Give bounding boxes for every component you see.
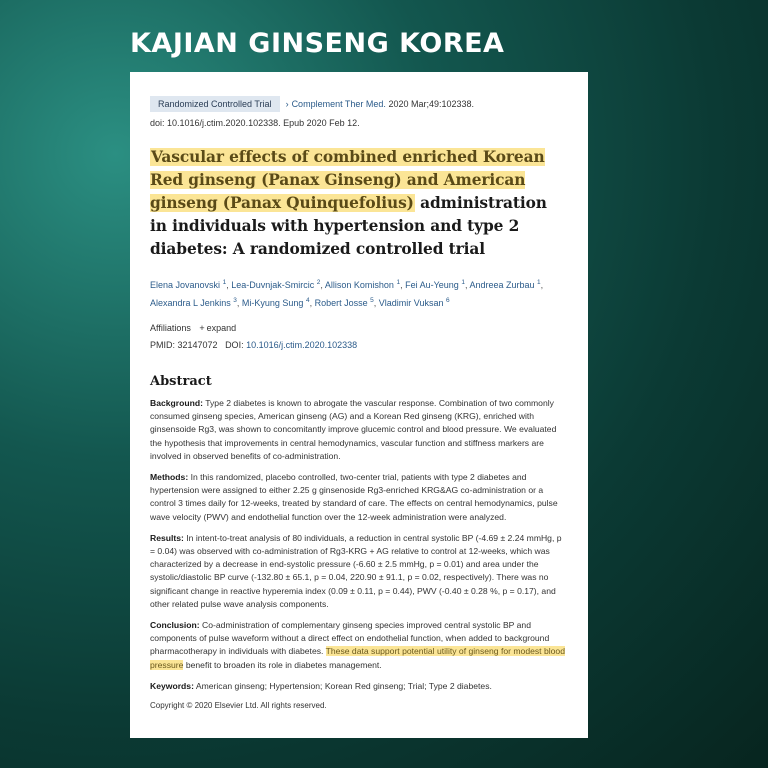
keywords: Keywords: American ginseng; Hypertension; Korean Red ginseng; Trial; Type 2 diabetes.	[150, 680, 492, 691]
chevron-right-icon: ›	[285, 99, 289, 109]
article-type-badge: Randomized Controlled Trial	[150, 96, 280, 112]
doi-label: DOI:	[225, 340, 244, 350]
title-rest: administration in individuals with hypertension and type 2 diabetes: A randomized controlled trial	[150, 194, 547, 258]
article-card	[130, 72, 588, 738]
author-link[interactable]: Alexandra L Jenkins $^3$	[150, 297, 237, 308]
title-highlight: Vascular effects of combined enriched Korean Red ginseng (Panax Ginseng) and American ginseng (Panax Quinquefolius)	[150, 148, 545, 212]
abstract-methods: Methods: In this randomized, placebo controlled, two-center trial, patients with type 2 diabetes and hypertension were assigned to either 2.25 g ginsenoside Rg3-enriched KRG&AG co-administration or a control 3 times daily for 12-weeks, treated by standard of care. The effects on central hemodynamics, pulse wave velocity (PWV) and endothelial function over the 12-week administration were analyzed.	[150, 472, 558, 522]
author-link[interactable]: Vladimir Vuksan $^6$	[378, 297, 450, 308]
conclusion-highlight: These data support potential utility of ginseng for modest blood pressure	[150, 646, 565, 670]
affiliations-label: Affiliations	[150, 323, 191, 333]
abstract-heading: Abstract	[150, 374, 212, 389]
article-title	[150, 146, 566, 261]
doi-line: doi: 10.1016/j.ctim.2020.102338. Epub 2020 Feb 12.	[150, 118, 360, 128]
author-link[interactable]: Robert Josse $^5$	[314, 297, 374, 308]
author-link[interactable]: Andreea Zurbau $^1$	[469, 279, 541, 290]
author-link[interactable]: Elena Jovanovski $^1$	[150, 279, 227, 290]
affiliations-row	[150, 321, 566, 335]
author-link[interactable]: Mi-Kyung Sung $^4$	[241, 297, 310, 308]
copyright: Copyright © 2020 Elsevier Ltd. All rights reserved.	[150, 700, 327, 710]
author-link[interactable]: Lea-Duvnjak-Smircic $^2$	[231, 279, 321, 290]
author-link[interactable]: Fei Au-Yeung $^1$	[405, 279, 465, 290]
abstract-results: Results: In intent-to-treat analysis of 80 individuals, a reduction in central systolic BP (-4.69 ± 2.24 mmHg, p = 0.04) was observed with co-administration of Rg3-KRG + AG relative to control at 12-weeks, which was characterized by a decrease in end-systolic pressure (-6.60 ± 2.5 mmHg, p = 0.01) and area under the systolic/diastolic BP curve (-132.80 ± 65.1, p = 0.04, 220.90 ± 91.1, p = 0.02, respectively). There was no significant change in reactive hyperemia index (0.09 ± 0.11, p = 0.44), PWV (-0.40 ± 0.28 %, p = 0.17), and other related pulse wave analysis components.	[150, 532, 562, 609]
abstract-background: Background: Type 2 diabetes is known to abrogate the vascular response. Combination of two commonly consumed ginseng species, American ginseng (AG) and a Korean Red ginseng (KRG), enriched with ginsensoide Rg3, was shown to concomitantly improve glucemic control and blood pressure. We evaluated the hypothesis that improvements in central hemodynamics, vascular function and stiffness markers are involved in observed benefits of co-administration.	[150, 398, 557, 461]
identifiers-row	[150, 338, 566, 352]
plus-icon[interactable]: +	[199, 323, 205, 333]
citation-line	[150, 96, 566, 112]
journal-link[interactable]: Complement Ther Med.	[291, 99, 386, 109]
abstract-conclusion: Conclusion: Co-administration of complementary ginseng species improved central systolic BP and components of pulse waveform without a direct effect on endothelial function, when added to background pharmacotherapy in individuals with diabetes. These data support potential utility of ginseng for modest blood pressure benefit to broaden its role in diabetes management.	[150, 620, 565, 670]
banner-title: KAJIAN GINSENG KOREA	[130, 28, 505, 59]
doi-link[interactable]: 10.1016/j.ctim.2020.102338	[246, 340, 358, 350]
expand-button[interactable]: expand	[206, 323, 237, 333]
author-link[interactable]: Allison Komishon $^1$	[324, 279, 401, 290]
author-list: Elena Jovanovski $^1$, Lea-Duvnjak-Smircic $^2$, Allison Komishon $^1$, Fei Au-Yeung $^1$, Andreea Zurbau $^1$, Alexandra L Jenkins $^3$, Mi-Kyung Sung $^4$, Robert Josse $^5$, Vladimir Vuksan $^6$	[150, 279, 544, 308]
pmid: PMID: 32147072	[150, 340, 218, 350]
citation-details: 2020 Mar;49:102338.	[388, 99, 475, 109]
